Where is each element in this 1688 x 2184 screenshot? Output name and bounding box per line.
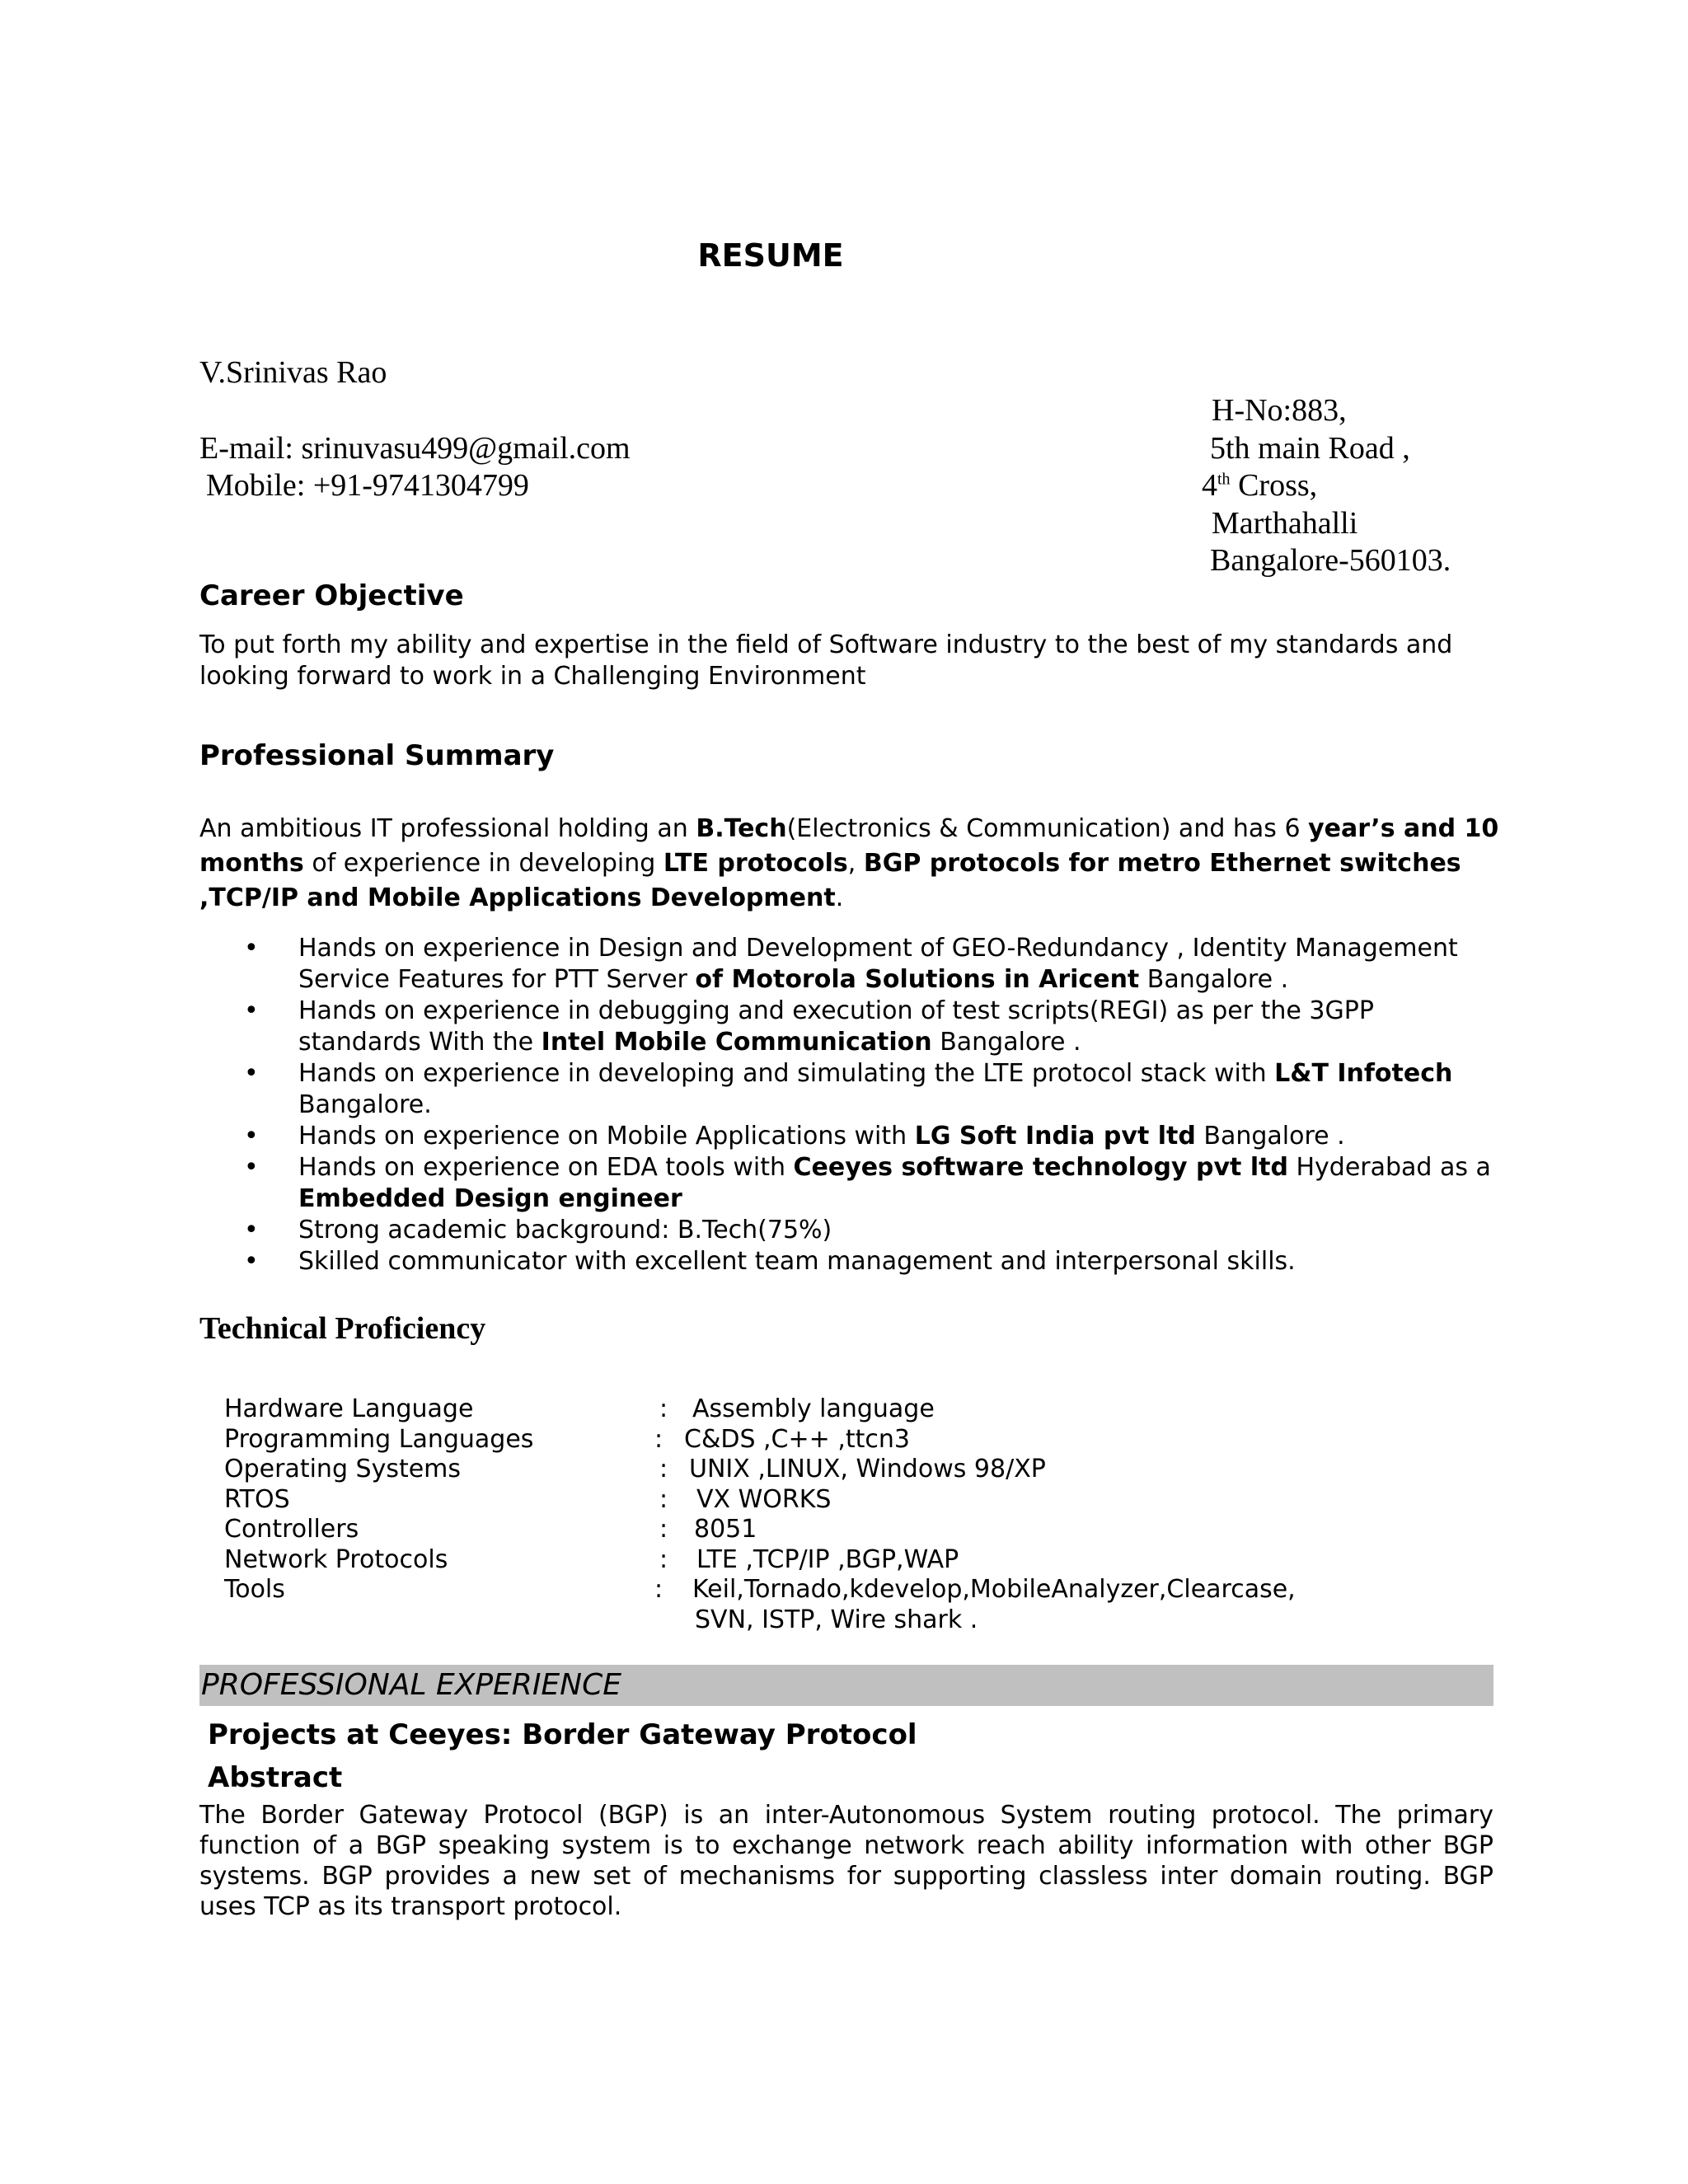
list-item: • Strong academic background: B.Tech(75%) bbox=[244, 1216, 832, 1244]
tech-label: Operating Systems bbox=[224, 1455, 462, 1483]
tech-value: Keil,Tornado,kdevelop,MobileAnalyzer,Clearcase, bbox=[692, 1575, 1296, 1604]
tech-label: Tools bbox=[224, 1575, 285, 1604]
list-item: • Hands on experience on Mobile Applications with LG Soft India pvt ltd Bangalore . bbox=[244, 1122, 1345, 1151]
tech-label: Programming Languages bbox=[224, 1425, 534, 1454]
summary-paragraph: An ambitious IT professional holding an B.Tech(Electronics & Communication) and has 6 year’s and 10 months of experience in developing LTE protocols, BGP protocols for metro Ethernet switches ,TCP/IP and Mobile Applications Development. bbox=[199, 814, 1499, 912]
address-line-4: Marthahalli bbox=[1212, 506, 1358, 541]
page-title: RESUME bbox=[697, 237, 844, 274]
list-item: • Hands on experience in debugging and execution of test scripts(REGI) as per the 3GPP standards With the Intel Mobile Communication Bangalore . bbox=[244, 996, 1374, 1057]
tech-value: SVN, ISTP, Wire shark . bbox=[695, 1605, 978, 1634]
abstract-text: The Border Gateway Protocol (BGP) is an inter-Autonomous System routing protocol. The primary function of a BGP speaking system is to exchange network reach ability information with other BGP systems. BGP provides a new set of mechanisms for supporting classless inter domain routing. BGP uses TCP as its transport protocol. bbox=[199, 1801, 1493, 1921]
tech-separator: : bbox=[659, 1485, 668, 1514]
email-line: E-mail: srinuvasu499@gmail.com bbox=[199, 431, 631, 466]
list-item: • Skilled communicator with excellent team management and interpersonal skills. bbox=[244, 1247, 1296, 1276]
tech-value: LTE ,TCP/IP ,BGP,WAP bbox=[696, 1545, 959, 1574]
candidate-name: V.Srinivas Rao bbox=[199, 355, 387, 390]
bullet-icon: • bbox=[244, 1059, 259, 1088]
tech-separator: : bbox=[654, 1425, 663, 1454]
tech-label: Hardware Language bbox=[224, 1394, 474, 1423]
list-item: • Hands on experience in developing and simulating the LTE protocol stack with L&T Infotech Bangalore. bbox=[244, 1059, 1453, 1119]
address-line-2: 5th main Road , bbox=[1210, 431, 1410, 466]
tech-value: VX WORKS bbox=[696, 1485, 832, 1514]
tech-separator: : bbox=[654, 1575, 663, 1604]
abstract-heading: Abstract bbox=[208, 1761, 343, 1794]
tech-value: UNIX ,LINUX, Windows 98/XP bbox=[689, 1455, 1046, 1483]
bullet-icon: • bbox=[244, 996, 259, 1025]
address-line-3: 4th Cross, bbox=[1202, 468, 1318, 503]
technical-proficiency-heading: Technical Proficiency bbox=[199, 1311, 486, 1346]
tech-value: C&DS ,C++ ,ttcn3 bbox=[684, 1425, 910, 1454]
summary-bullet-list bbox=[199, 933, 1502, 1277]
tech-separator: : bbox=[659, 1455, 668, 1483]
bullet-icon: • bbox=[244, 934, 259, 963]
career-objective-heading: Career Objective bbox=[199, 579, 464, 612]
address-line-5: Bangalore-560103. bbox=[1210, 543, 1451, 578]
tech-value: Assembly language bbox=[692, 1394, 935, 1423]
address-line-1: H-No:883, bbox=[1212, 393, 1347, 428]
bullet-icon: • bbox=[244, 1247, 259, 1276]
list-item: • Hands on experience on EDA tools with Ceeyes software technology pvt ltd Hyderabad as a Embedded Design engineer bbox=[244, 1153, 1491, 1213]
tech-separator: : bbox=[659, 1545, 668, 1574]
tech-separator: : bbox=[659, 1515, 668, 1544]
bullet-icon: • bbox=[244, 1216, 259, 1244]
tech-label: Controllers bbox=[224, 1515, 359, 1544]
project-title: Projects at Ceeyes: Border Gateway Protocol bbox=[208, 1718, 917, 1751]
mobile-line: Mobile: +91-9741304799 bbox=[206, 468, 529, 503]
tech-label: RTOS bbox=[224, 1485, 290, 1514]
tech-value: 8051 bbox=[694, 1515, 757, 1544]
tech-separator: : bbox=[659, 1394, 668, 1423]
bullet-icon: • bbox=[244, 1122, 259, 1151]
career-objective-text: To put forth my ability and expertise in the field of Software industry to the best of my standards and looking forward to work in a Challenging Environment bbox=[199, 630, 1453, 691]
professional-experience-heading: PROFESSIONAL EXPERIENCE bbox=[201, 1668, 621, 1702]
list-item: • Hands on experience in Design and Development of GEO-Redundancy , Identity Management Service Features for PTT Server of Motorola Solutions in Aricent Bangalore . bbox=[244, 934, 1458, 994]
tech-label: Network Protocols bbox=[224, 1545, 448, 1574]
professional-summary-heading: Professional Summary bbox=[199, 739, 555, 772]
bullet-icon: • bbox=[244, 1153, 259, 1182]
